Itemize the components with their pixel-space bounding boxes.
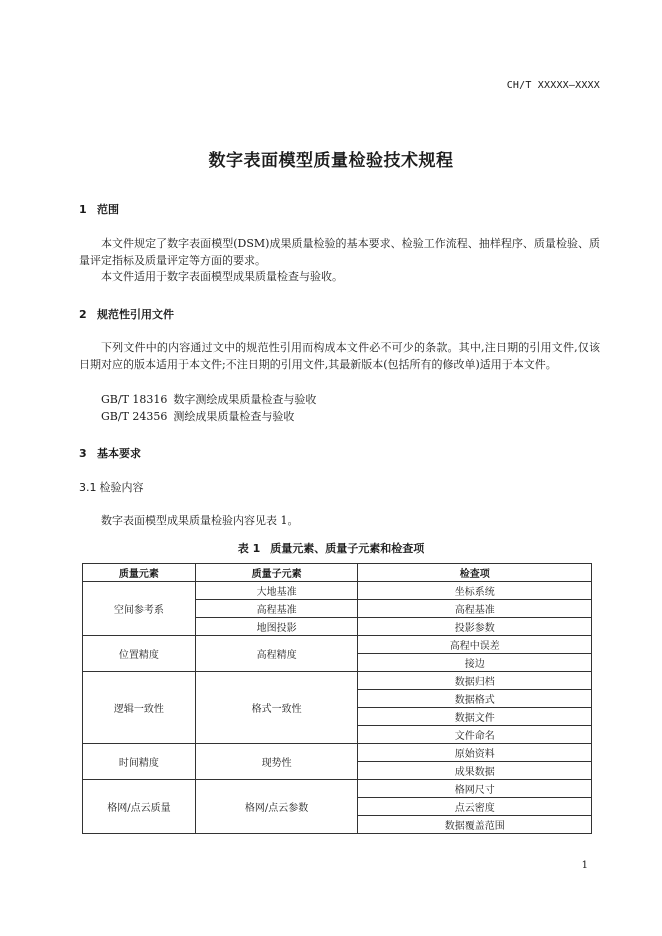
table-row	[83, 780, 592, 798]
table-row	[83, 672, 592, 690]
column-header: 质量元素	[83, 564, 196, 582]
section-title: 基本要求	[97, 447, 141, 460]
section-3-1-paragraph: 数字表面模型成果质量检验内容见表 1。	[101, 514, 299, 527]
section-title: 范围	[97, 203, 119, 216]
check-item-cell: 原始资料	[358, 744, 592, 762]
section-number: 3	[79, 447, 87, 460]
check-item-cell: 投影参数	[358, 618, 592, 636]
table-title: 质量元素、质量子元素和检查项	[270, 542, 425, 555]
table-header-row	[83, 564, 592, 582]
table-row	[83, 636, 592, 654]
document-code: CH/T XXXXX—XXXX	[506, 80, 600, 91]
check-item-cell: 数据文件	[358, 708, 592, 726]
quality-element-cell: 空间参考系	[83, 582, 196, 636]
normative-reference	[101, 408, 294, 424]
section-number: 2	[79, 308, 87, 321]
check-item-cell: 数据归档	[358, 672, 592, 690]
quality-elements-table	[82, 563, 592, 834]
column-header: 质量子元素	[195, 564, 358, 582]
section-3-heading	[79, 445, 141, 461]
normative-reference	[101, 391, 316, 407]
section-2-paragraph-1: 下列文件中的内容通过文中的规范性引用而构成本文件必不可少的条款。其中,注日期的引用文件,仅该日期对应的版本适用于本文件;不注日期的引用文件,其最新版本(包括所有的修改单)适用于本文件。	[79, 341, 600, 371]
page-number: 1	[581, 860, 588, 871]
reference-code: GB/T 24356	[101, 410, 168, 423]
sub-element-cell: 格网/点云参数	[195, 780, 358, 834]
sub-element-cell: 格式一致性	[195, 672, 358, 744]
reference-title: 测绘成果质量检查与验收	[173, 410, 295, 423]
section-title: 规范性引用文件	[97, 308, 174, 321]
section-1-paragraph-1: 本文件规定了数字表面模型(DSM)成果质量检验的基本要求、检验工作流程、抽样程序、质量检验、质量评定指标及质量评定等方面的要求。	[79, 237, 600, 267]
quality-element-cell: 逻辑一致性	[83, 672, 196, 744]
section-1-heading	[79, 201, 119, 217]
column-header: 检查项	[358, 564, 592, 582]
check-item-cell: 高程中误差	[358, 636, 592, 654]
table-caption	[0, 540, 662, 556]
table-number: 表 1	[237, 542, 261, 555]
check-item-cell: 接边	[358, 654, 592, 672]
check-item-cell: 成果数据	[358, 762, 592, 780]
check-item-cell: 高程基准	[358, 600, 592, 618]
quality-element-cell: 格网/点云质量	[83, 780, 196, 834]
sub-element-cell: 现势性	[195, 744, 358, 780]
quality-element-cell: 位置精度	[83, 636, 196, 672]
check-item-cell: 格网尺寸	[358, 780, 592, 798]
section-1-paragraph-2: 本文件适用于数字表面模型成果质量检查与验收。	[101, 270, 343, 283]
section-number: 1	[79, 203, 87, 216]
subsection-3-1-heading	[79, 479, 144, 495]
table-row	[83, 744, 592, 762]
subsection-number: 3.1	[79, 481, 97, 494]
check-item-cell: 数据覆盖范围	[358, 816, 592, 834]
section-2-heading	[79, 306, 174, 322]
sub-element-cell: 高程精度	[195, 636, 358, 672]
reference-title: 数字测绘成果质量检查与验收	[173, 393, 317, 406]
sub-element-cell: 地图投影	[195, 618, 358, 636]
subsection-title: 检验内容	[99, 481, 144, 494]
table-row	[83, 582, 592, 600]
quality-element-cell: 时间精度	[83, 744, 196, 780]
reference-code: GB/T 18316	[101, 393, 168, 406]
check-item-cell: 坐标系统	[358, 582, 592, 600]
check-item-cell: 点云密度	[358, 798, 592, 816]
sub-element-cell: 高程基准	[195, 600, 358, 618]
check-item-cell: 文件命名	[358, 726, 592, 744]
check-item-cell: 数据格式	[358, 690, 592, 708]
document-title: 数字表面模型质量检验技术规程	[208, 151, 454, 171]
sub-element-cell: 大地基准	[195, 582, 358, 600]
